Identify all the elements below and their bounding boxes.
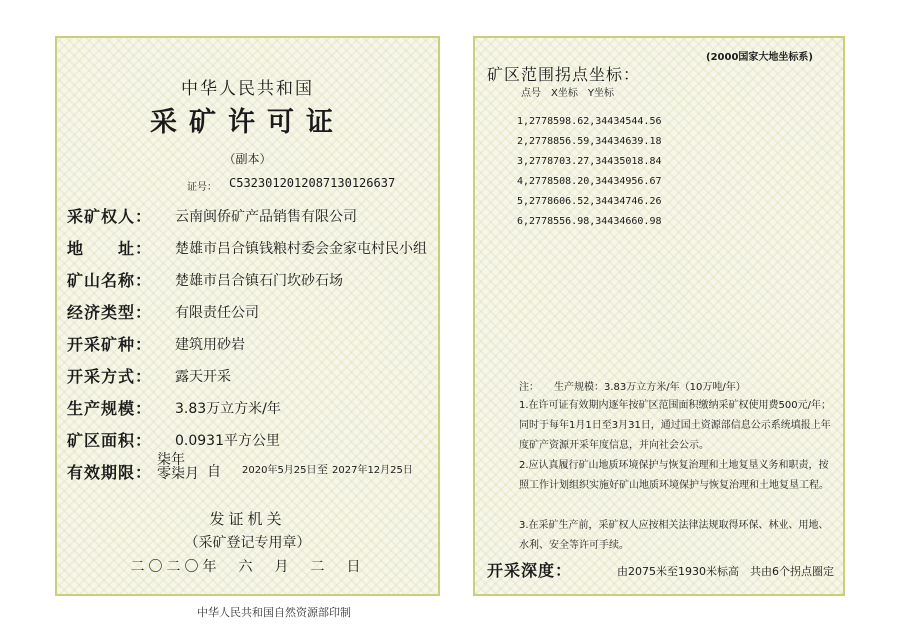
coord-row: 4,2778508.20,34434956.67 (517, 176, 662, 187)
validity-start: 2020年5月25日 (242, 465, 317, 476)
field-row-method (67, 364, 437, 388)
country-name: 中华人民共和国 (181, 79, 314, 99)
validity-to-prefix: 至 (317, 463, 328, 476)
field-value: 建筑用砂岩 (175, 337, 245, 353)
note-item: 2.应认真履行矿山地质环境保护与恢复治理和土地复垦义务和职责，按照工作计划组织实施好矿山地质环境保护与恢复治理和土地复垦工程。 (519, 460, 829, 491)
note-production-scale: 注： 生产规模：3.83万立方米/年（10万吨/年） (519, 382, 746, 393)
coord-system: (2000国家大地坐标系) (706, 52, 813, 63)
document-title: 采矿许可证 (150, 107, 345, 138)
printer-footer: 中华人民共和国自然资源部印制 (197, 606, 351, 619)
field-value: 露天开采 (175, 369, 231, 385)
coord-list (517, 116, 662, 236)
field-row-mine-name (67, 268, 437, 292)
field-value: 云南闽侨矿产品销售有限公司 (175, 209, 357, 225)
validity-end: 2027年12月25日 (332, 465, 413, 476)
field-label: 经济类型： (67, 303, 153, 322)
coord-row: 3,2778703.27,34435018.84 (517, 156, 662, 167)
coord-title: 矿区范围拐点坐标： (487, 65, 641, 84)
field-label: 开采矿种： (67, 335, 153, 354)
field-label: 生产规模： (67, 399, 153, 418)
coord-row: 5,2778606.52,34434746.26 (517, 196, 662, 207)
license-right-page (473, 36, 845, 596)
coord-row: 2,2778856.59,34434639.18 (517, 136, 662, 147)
field-label: 有效期限： (67, 463, 153, 482)
validity-from-prefix: 自 (207, 464, 221, 480)
field-row-mineral (67, 332, 437, 356)
note-item: 3.在采矿生产前，采矿权人应按相关法律法规取得环保、林业、用地、水利、安全等许可手续。 (519, 520, 829, 551)
cert-no: C5323012012087130126637 (229, 176, 396, 190)
field-label: 开采方式： (67, 367, 153, 386)
field-label: 地 址： (67, 239, 153, 258)
field-row-address (67, 236, 437, 260)
field-value: 有限责任公司 (175, 305, 259, 321)
field-row-holder (67, 204, 437, 228)
field-label: 矿山名称： (67, 271, 153, 290)
field-value: 3.83万立方米/年 (175, 401, 281, 417)
field-value: 0.0931平方公里 (175, 433, 280, 449)
validity-duration: 柒年 零柒月 (157, 452, 199, 482)
field-value: 楚雄市吕合镇石门坎砂石场 (175, 273, 343, 289)
license-left-page (55, 36, 440, 596)
note-item: 1.在许可证有效期内逐年按矿区范围面积缴纳采矿权使用费500元/年；同时于每年1月1日至3月31日，通过国土资源部信息公示系统填报上年度矿产资源开采年度信息，并向社会公示。 (519, 400, 831, 451)
issuer-seal-note: （采矿登记专用章） (184, 535, 311, 551)
field-row-economic-type (67, 300, 437, 324)
field-label: 采矿权人： (67, 207, 153, 226)
field-label: 矿区面积： (67, 431, 153, 450)
coord-row: 1,2778598.62,34434544.56 (517, 116, 662, 127)
issuing-authority: 发证机关 (209, 510, 286, 528)
cert-no-label: 证号： (187, 182, 217, 193)
field-row-scale (67, 396, 437, 420)
field-row-area (67, 428, 437, 452)
issue-date: 二〇二〇年 六 月 二 日 (130, 559, 365, 575)
coord-header: 点号 X坐标 Y坐标 (521, 88, 614, 99)
coord-row: 6,2778556.98,34434660.98 (517, 216, 662, 227)
depth-label: 开采深度： (487, 561, 573, 580)
copy-label: （副本） (223, 152, 272, 166)
depth-value: 由2075米至1930米标高 共由6个拐点圈定 (617, 565, 834, 578)
field-value: 楚雄市吕合镇钱粮村委会金家屯村民小组 (175, 241, 427, 257)
